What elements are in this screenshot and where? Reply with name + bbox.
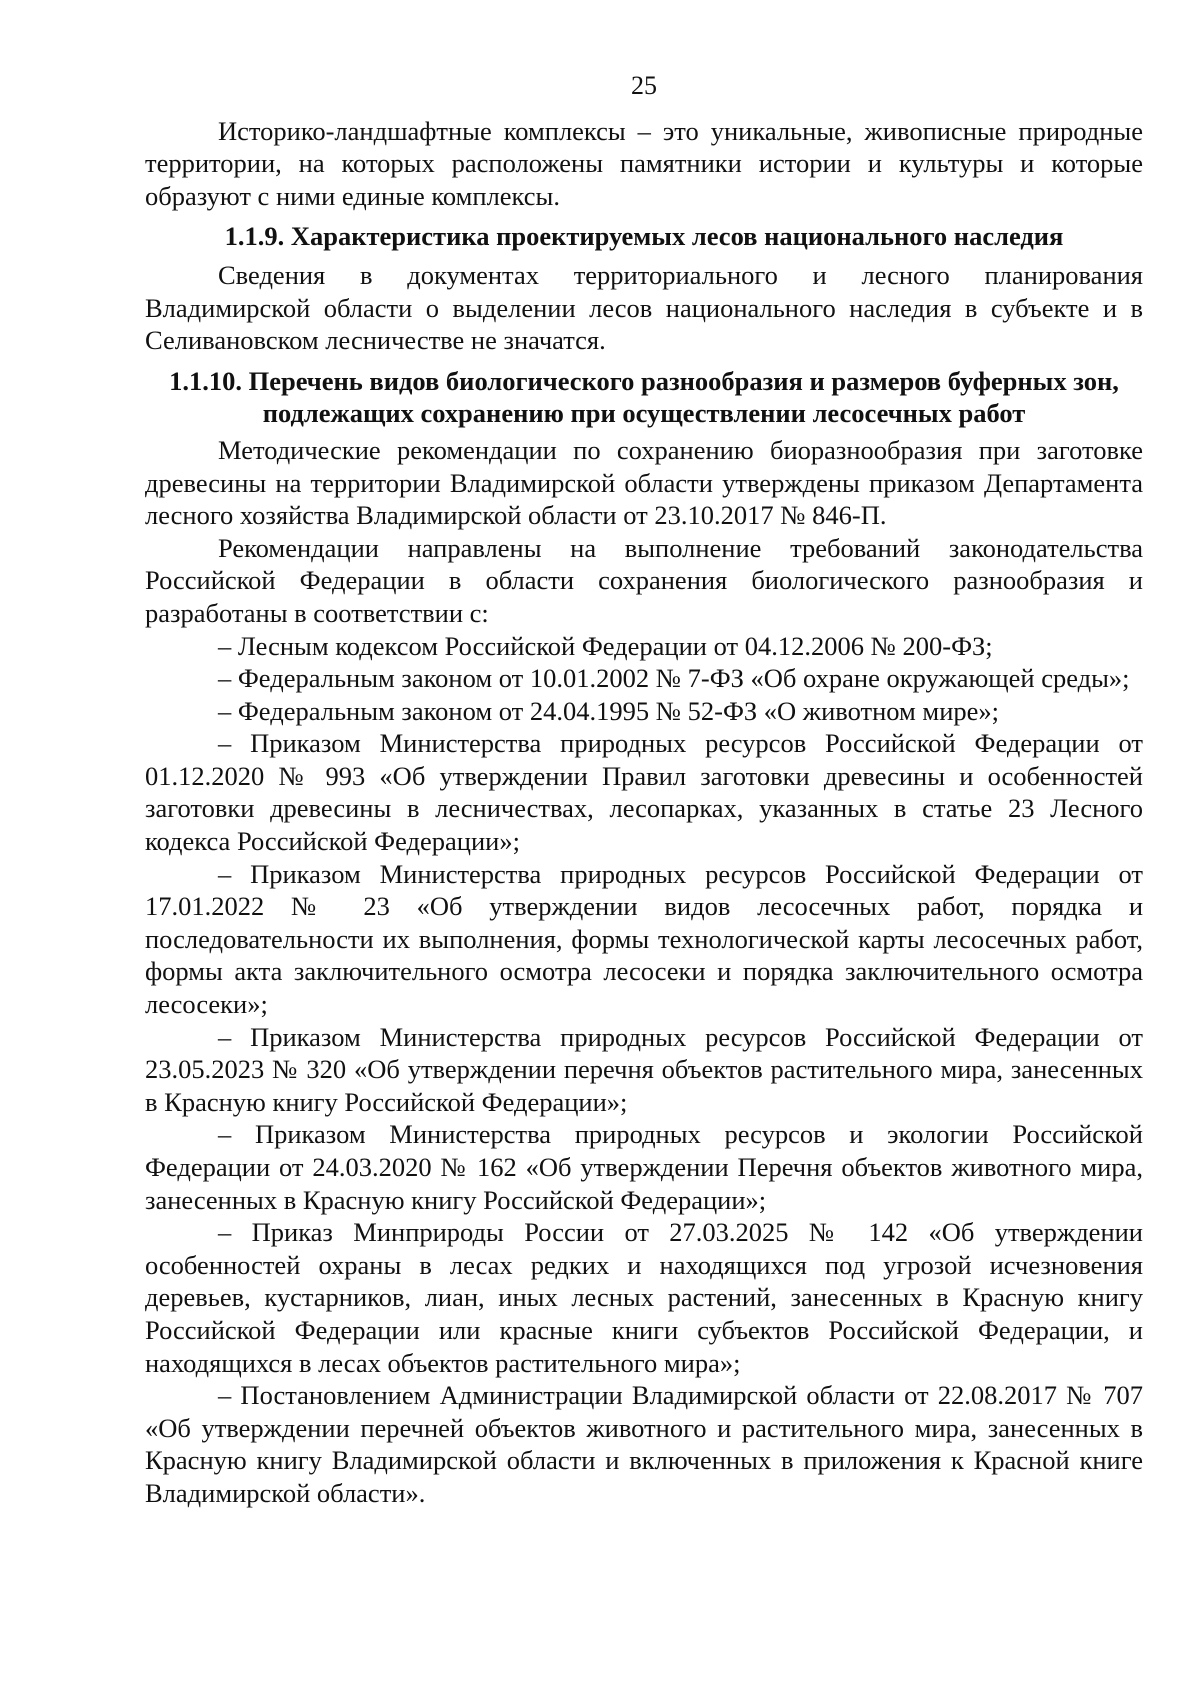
page-number: 25 — [631, 71, 657, 100]
list-item-wildlife-law: – Федеральным законом от 24.04.1995 № 52-ФЗ «О животном мире»; — [218, 695, 999, 726]
list-item-order-23: – Приказом Министерства природных ресурсов Российской Федерации от 17.01.2022 № 23 «Об утверждении видов лесосечных работ, порядка и последовательности их выполнения, формы технологической карты лесосечных работ, формы акта заключительного осмотра лесосеки и порядка заключительного осмотра лесосеки»; — [145, 858, 1143, 1020]
list-item-order-142: – Приказ Минприроды России от 27.03.2025 № 142 «Об утверждении особенностей охраны в лесах редких и находящихся под угрозой исчезновения деревьев, кустарников, лиан, иных лесных растений, занесенных в Красную книгу Российской Федерации или красные книги субъектов Российской Федерации, и находящихся в лесах объектов растительного мира»; — [145, 1217, 1143, 1378]
list-item-environment-law: – Федеральным законом от 10.01.2002 № 7-ФЗ «Об охране окружающей среды»; — [218, 663, 1130, 694]
paragraph-landscape-complexes: Историко-ландшафтные комплексы – это уникальные, живописные природные территории, на которых расположены памятники истории и культуры и которые образуют с ними единые комплексы. — [145, 115, 1143, 211]
list-item-order-162: – Приказом Министерства природных ресурсов и экологии Российской Федерации от 24.03.2020 № 162 «Об утверждении Перечня объектов животного мира, занесенных в Красную книгу Российской Федерации»; — [145, 1119, 1143, 1215]
section-heading-1-1-10: 1.1.10. Перечень видов биологического разнообразия и размеров буферных зон, подлежащих сохранению при осуществлении лесосечных работ — [169, 365, 1119, 429]
paragraph-methodical-recommendations: Методические рекомендации по сохранению биоразнообразия при заготовке древесины на территории Владимирской области утверждены приказом Департамента лесного хозяйства Владимирской области от 23.10.2017 № 846-П. — [145, 434, 1143, 531]
paragraph-national-heritage: Сведения в документах территориального и лесного планирования Владимирской области о выделении лесов национального наследия в субъекте и в Селивановском лесничестве не значатся. — [145, 259, 1143, 356]
document-page — [145, 70, 1143, 1510]
section-heading-1-1-9: 1.1.9. Характеристика проектируемых лесов национального наследия — [224, 221, 1064, 252]
list-item-forest-code: – Лесным кодексом Российской Федерации от 04.12.2006 № 200-ФЗ; — [218, 630, 993, 661]
list-item-order-993: – Приказом Министерства природных ресурсов Российской Федерации от 01.12.2020 № 993 «Об утверждении Правил заготовки древесины и особенностей заготовки древесины в лесничествах, лесопарках, указанных в статье 23 Лесного кодекса Российской Федерации»; — [145, 728, 1143, 857]
paragraph-recommendations-purpose: Рекомендации направлены на выполнение требований законодательства Российской Федерации в области сохранения биологического разнообразия и разработаны в соответствии с: — [145, 532, 1143, 628]
list-item-order-320: – Приказом Министерства природных ресурсов Российской Федерации от 23.05.2023 № 320 «Об утверждении перечня объектов растительного мира, занесенных в Красную книгу Российской Федерации»; — [145, 1021, 1143, 1117]
list-item-resolution-707: – Постановлением Администрации Владимирской области от 22.08.2017 № 707 «Об утверждении перечней объектов животного и растительного мира, занесенных в Красную книгу Владимирской области и включенных в приложения к Красной книге Владимирской области». — [145, 1380, 1143, 1508]
